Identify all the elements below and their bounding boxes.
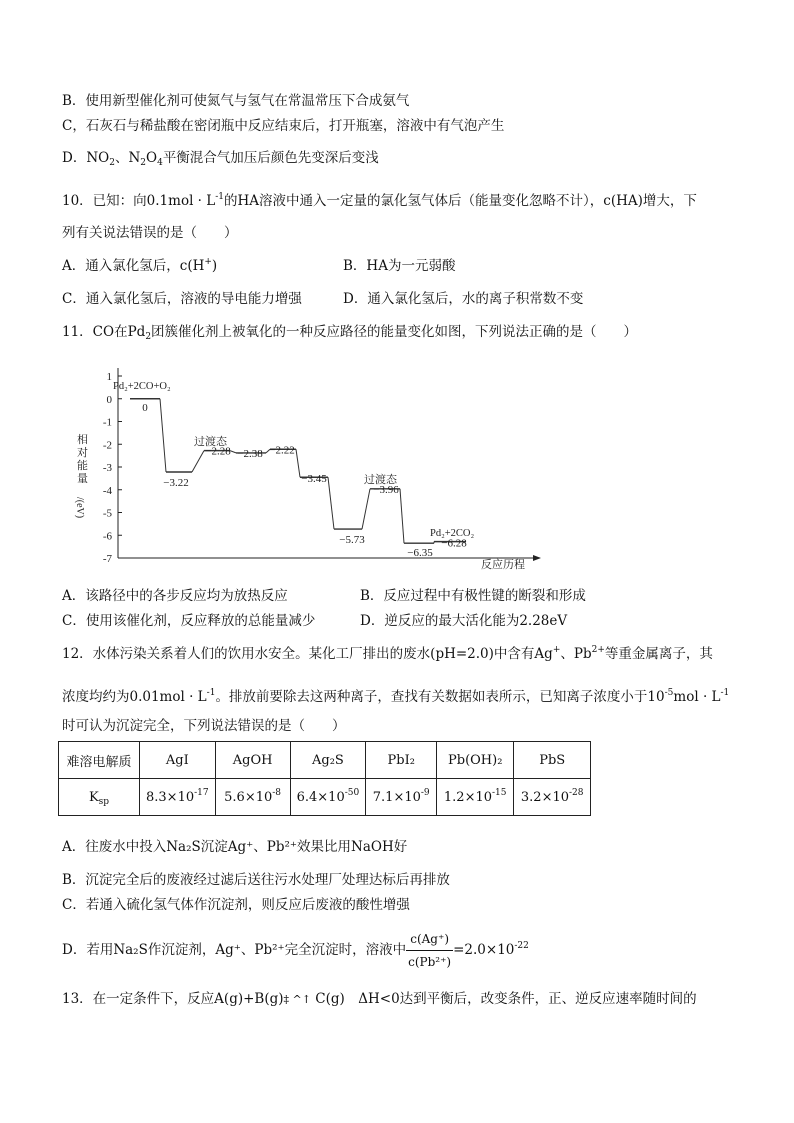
- energy-value-label: −3.45: [301, 473, 327, 486]
- q10-option-c: C．通入氯化氢后，溶液的导电能力增强: [62, 291, 302, 307]
- ksp-label-cell: $K_{sp}$: [59, 779, 140, 816]
- energy-profile-chart: [70, 363, 570, 583]
- table-header-cell: PbI₂: [366, 742, 437, 779]
- transition-state-label: 过渡态: [364, 474, 397, 486]
- q11-option-c: C．使用该催化剂，反应释放的总能量减少: [62, 613, 316, 629]
- q9-option-b: B．使用新型催化剂可使氮气与氢气在常温常压下合成氨气: [62, 93, 410, 109]
- y-axis-label-char: 相: [77, 434, 88, 446]
- x-axis-label: 反应历程: [481, 559, 525, 571]
- q12-option-c: C．若通入硫化氢气体作沉淀剂，则反应后废液的酸性增强: [62, 897, 410, 913]
- energy-value-label: −2.28: [205, 445, 231, 458]
- q10-option-d: D．通入氯化氢后，水的离子积常数不变: [343, 291, 584, 307]
- y-tick-label: -7: [102, 553, 112, 565]
- y-tick-label: -5: [102, 507, 112, 520]
- transition-state-label: 过渡态: [194, 436, 227, 448]
- table-cell: $3.2\times 10^{-28}$: [514, 779, 591, 816]
- energy-connector: [192, 451, 204, 472]
- q12-option-a: A．往废水中投入Na₂S沉淀Ag⁺、Pb²⁺效果比用NaOH好: [62, 839, 408, 855]
- table-header-cell: PbS: [514, 742, 591, 779]
- q12-option-d: D．若用Na₂S作沉淀剂，Ag⁺、Pb²⁺完全沉淀时，溶液中 $\frac{c(Ag^+)}{\text{c(Pb²⁺)}}$ $=2.0\times 10^{-22}$: [62, 928, 529, 973]
- table-header-cell: 难溶电解质: [59, 742, 140, 779]
- energy-value-label: −6.35: [407, 547, 433, 560]
- table-cell: $6.4\times 10^{-50}$: [290, 779, 366, 816]
- ksp-table: [58, 741, 591, 816]
- energy-connector: [230, 451, 236, 453]
- table-header-cell: AgOH: [215, 742, 290, 779]
- q13-stem: 13．在一定条件下，反应A(g)+B(g)‡ ^↑ C(g) ΔH<0达到平衡后，改变条件，正、逆反应速率随时间的: [62, 991, 697, 1007]
- y-tick-label: -1: [102, 416, 112, 429]
- end-species-label: Pd₂+2CO₂: [430, 528, 475, 539]
- energy-value-label: −3.22: [163, 477, 189, 490]
- q10-stem-line2: 列有关说法错误的是（ ）: [62, 225, 238, 241]
- q11-option-b: B．反应过程中有极性键的断裂和形成: [360, 588, 586, 604]
- q10-option-b: B．HA为一元弱酸: [343, 258, 456, 274]
- energy-value-label: −3.96: [373, 483, 399, 496]
- y-tick-label: -6: [102, 530, 112, 543]
- ratio-fraction: $\frac{c(Ag^+)}{\text{c(Pb²⁺)}}$: [406, 928, 453, 973]
- y-axis-label-unit: /(eV): [74, 497, 85, 519]
- y-axis-label-char: 量: [77, 473, 88, 485]
- energy-profile-svg: [70, 363, 570, 583]
- y-tick-label: 0: [106, 393, 112, 406]
- energy-connector: [362, 489, 370, 529]
- table-header-cell: Ag₂S: [290, 742, 366, 779]
- table-header-cell: Pb(OH)₂: [437, 742, 514, 779]
- y-tick-label: -3: [102, 462, 112, 474]
- energy-value-label: 0: [142, 401, 148, 414]
- y-tick-label: 1: [106, 371, 112, 383]
- table-cell: $8.3\times 10^{-17}$: [140, 779, 216, 816]
- table-row: [59, 742, 591, 779]
- q12-stem-line1: 12．水体污染关系着人们的饮用水安全。某化工厂排出的废水(pH=2.0)中含有Ag+、$Pb^{2+}$等重金属离子，其: [62, 645, 713, 662]
- energy-connector: [328, 477, 334, 529]
- q10-option-a: A．通入氯化氢后，c(H+): [62, 257, 218, 274]
- q9-option-c: C，石灰石与稀盐酸在密闭瓶中反应结束后，打开瓶塞，溶液中有气泡产生: [62, 118, 505, 134]
- y-axis-label-char: 对: [77, 447, 88, 459]
- energy-value-label: −2.22: [269, 444, 295, 457]
- table-cell: $7.1\times 10^{-9}$: [366, 779, 437, 816]
- q9-option-d: D．$NO_2$、$N_2O_4$平衡混合气加压后颜色先变深后变浅: [62, 150, 379, 168]
- y-tick-label: -4: [102, 484, 112, 497]
- energy-connector: [296, 449, 300, 477]
- energy-value-label: −5.73: [339, 534, 365, 547]
- table-cell: $1.2\times 10^{-15}$: [437, 779, 514, 816]
- q11-option-a: A．该路径中的各步反应均为放热反应: [62, 588, 288, 604]
- y-axis-label-char: 能: [77, 460, 88, 472]
- q10-stem-line1: 10．已知：向$0.1mol \cdot L^{-1}$的HA溶液中通入一定量的氯化氢气体后（能量变化忽略不计），c(HA)增大，下: [62, 192, 697, 209]
- energy-connector: [160, 399, 166, 472]
- table-cell: $5.6\times 10^{-8}$: [215, 779, 290, 816]
- energy-connector: [400, 489, 404, 543]
- y-tick-label: -2: [102, 439, 112, 452]
- q11-option-d: D．逆反应的最大活化能为2.28eV: [360, 613, 568, 629]
- table-row: [59, 779, 591, 816]
- energy-value-label: −6.28: [441, 537, 467, 550]
- table-header-cell: AgI: [140, 742, 216, 779]
- start-species-label: Pd₂+2CO+O₂: [113, 381, 171, 392]
- q12-stem-line2: 浓度均约为$0.01mol \cdot L^{-1}$。排放前要除去这两种离子，查找有关数据如表所示，已知离子浓度小于$10^{-5}mol \cdot L^{-1}$: [62, 688, 730, 705]
- q11-stem: 11．CO在$Pd_2$团簇催化剂上被氧化的一种反应路径的能量变化如图，下列说法正确的是（ ）: [62, 324, 638, 342]
- q12-option-b: B．沉淀完全后的废液经过滤后送往污水处理厂处理达标后再排放: [62, 872, 450, 888]
- q12-stem-line3: 时可认为沉淀完全，下列说法错误的是（ ）: [62, 718, 346, 734]
- energy-value-label: −2.38: [237, 447, 263, 460]
